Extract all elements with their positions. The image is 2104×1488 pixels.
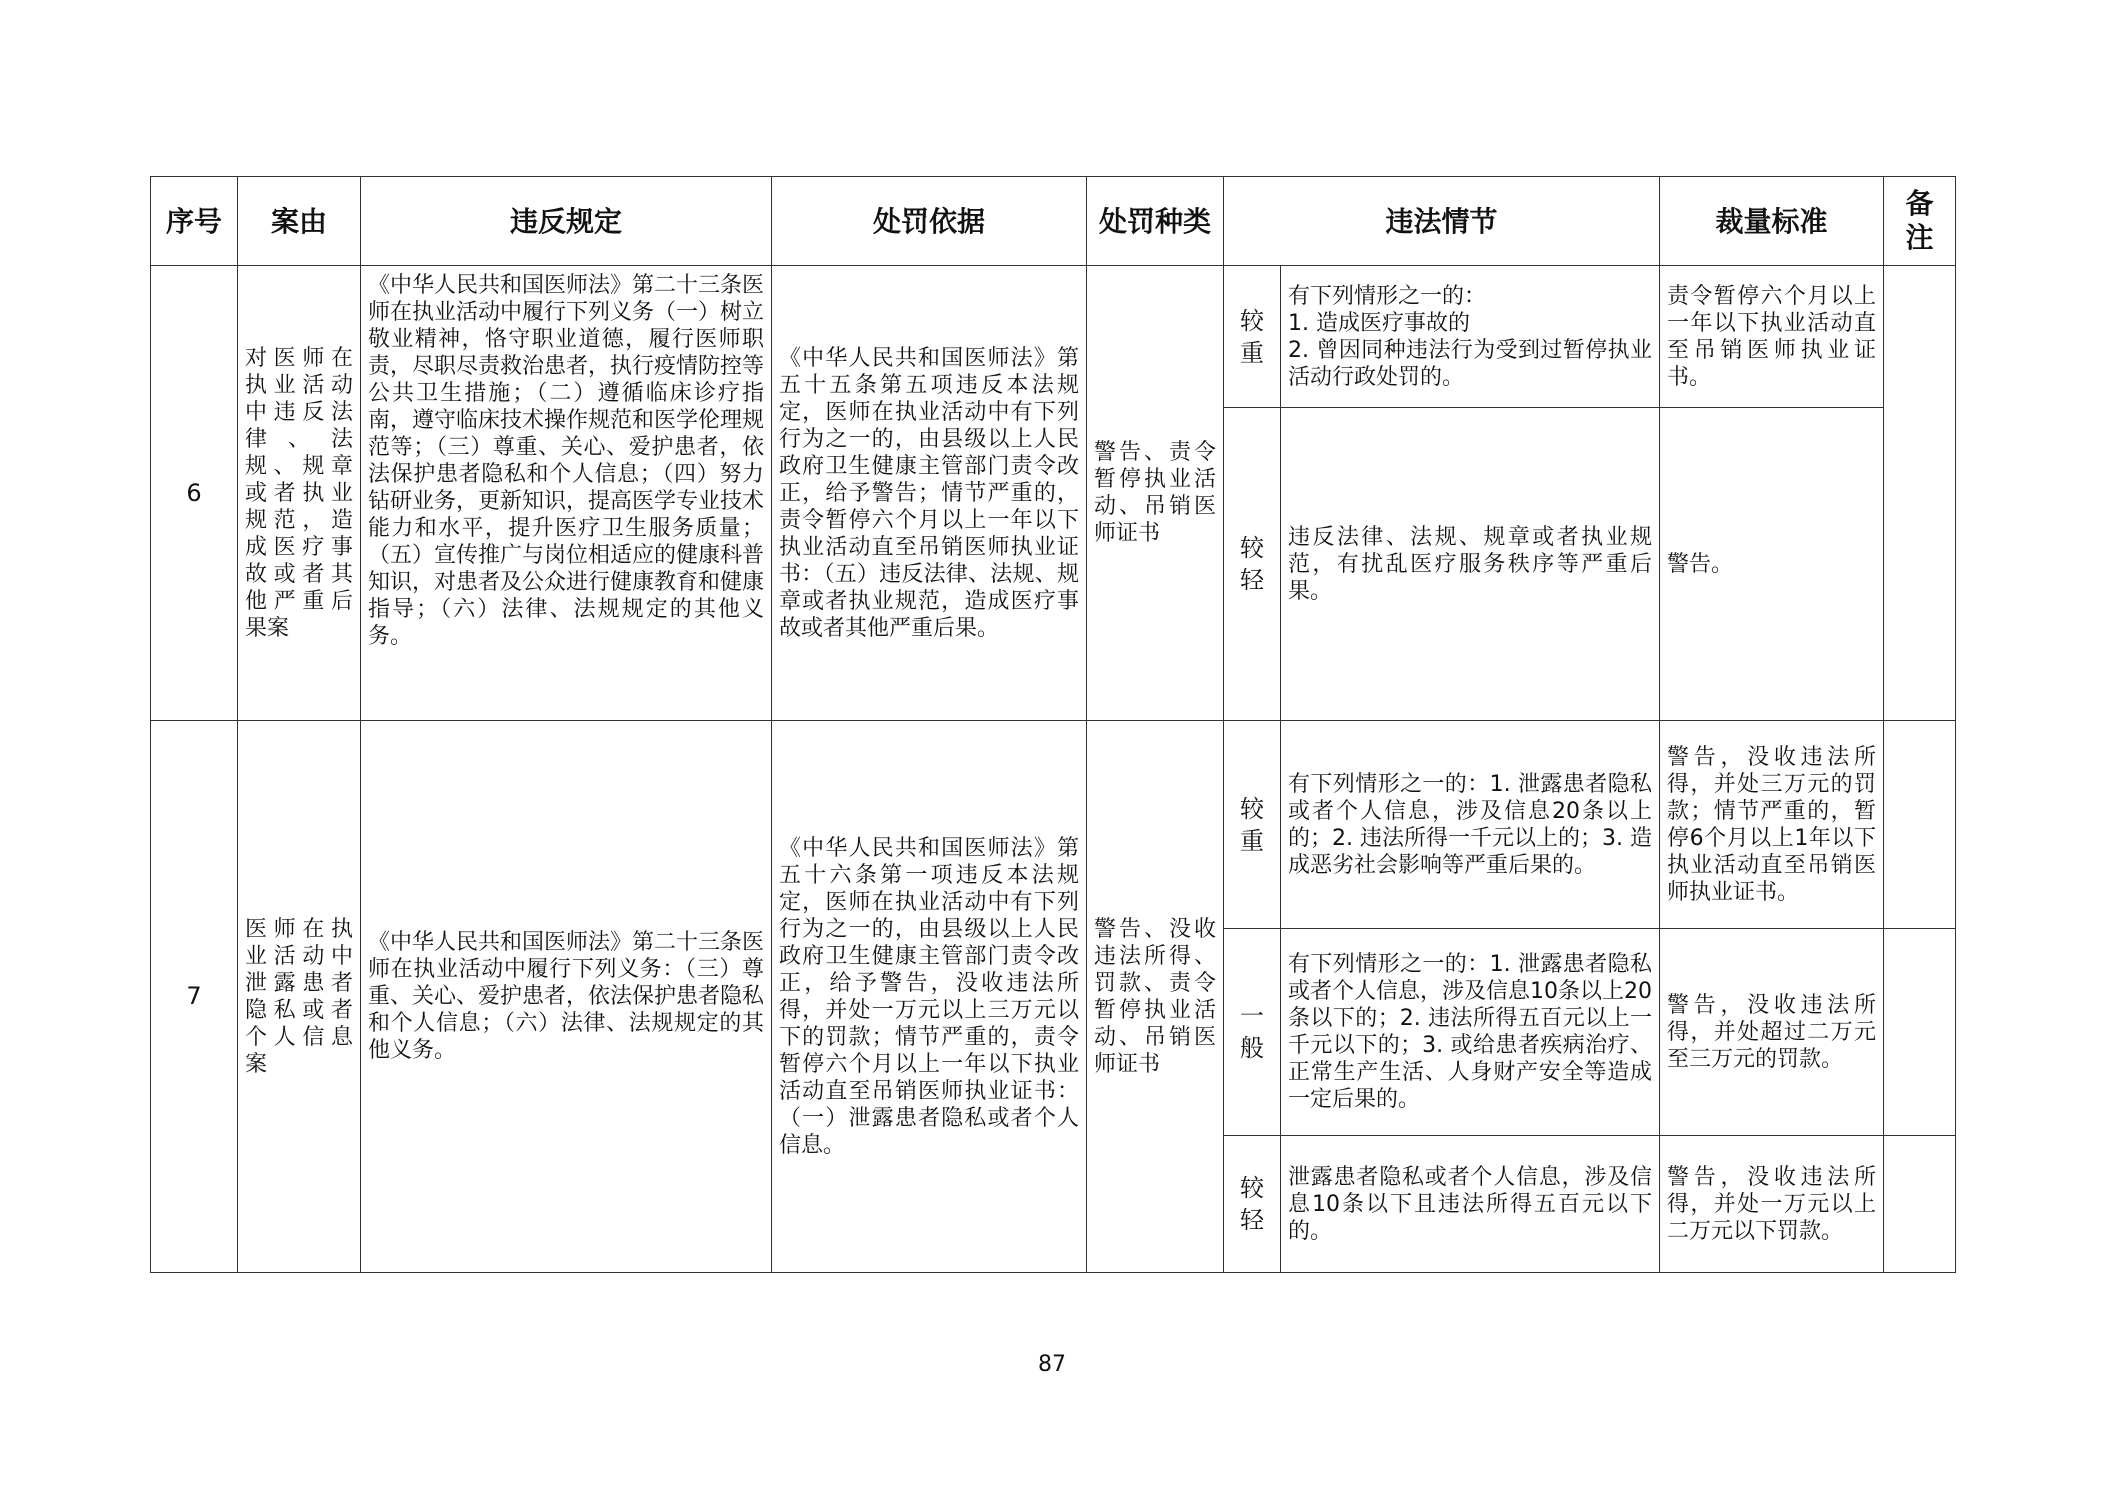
header-row — [151, 177, 1956, 266]
penalty-discretion-table — [150, 176, 1956, 1273]
row-case: 医师在执业活动中泄露患者隐私或者个人信息案 — [238, 721, 361, 1273]
level-standard: 责令暂停六个月以上一年以下执业活动直至吊销医师执业证书。 — [1660, 266, 1884, 408]
row-type: 警告、责令暂停执业活动、吊销医师证书 — [1087, 266, 1224, 721]
level-label: 一 般 — [1224, 929, 1281, 1136]
header-circumstance: 违法情节 — [1224, 177, 1660, 266]
level-standard: 警告，没收违法所得，并处三万元的罚款；情节严重的，暂停6个月以上1年以下执业活动直至吊销医师执业证书。 — [1660, 721, 1884, 929]
level-standard: 警告，没收违法所得，并处超过二万元至三万元的罚款。 — [1660, 929, 1884, 1136]
level-standard: 警告，没收违法所得，并处一万元以上二万元以下罚款。 — [1660, 1136, 1884, 1273]
level-circumstance: 违反法律、法规、规章或者执业规范，有扰乱医疗服务秩序等严重后果。 — [1281, 408, 1660, 721]
row-case: 对医师在执业活动中违反法律、法规、规章或者执业规范，造成医疗事故或者其他严重后果案 — [238, 266, 361, 721]
header-remark: 备 注 — [1884, 177, 1956, 266]
row-remark — [1884, 721, 1956, 929]
row-basis: 《中华人民共和国医师法》第五十五条第五项违反本法规定，医师在执业活动中有下列行为之一的，由县级以上人民政府卫生健康主管部门责令改正，给予警告；情节严重的，责令暂停六个月以上一年以下执业活动直至吊销医师执业证书：（五）违反法律、法规、规章或者执业规范，造成医疗事故或者其他严重后果。 — [772, 266, 1087, 721]
page-number: 87 — [1038, 1352, 1066, 1377]
level-label: 较 重 — [1224, 721, 1281, 929]
header-standard: 裁量标准 — [1660, 177, 1884, 266]
row-remark — [1884, 929, 1956, 1136]
row-seq: 6 — [151, 266, 238, 721]
row-violation: 《中华人民共和国医师法》第二十三条医师在执业活动中履行下列义务：（三）尊重、关心、爱护患者，依法保护患者隐私和个人信息；（六）法律、法规规定的其他义务。 — [361, 721, 772, 1273]
level-circumstance: 有下列情形之一的： 1. 造成医疗事故的 2. 曾因同种违法行为受到过暂停执业活动行政处罚的。 — [1281, 266, 1660, 408]
level-label: 较 重 — [1224, 266, 1281, 408]
header-seq: 序号 — [151, 177, 238, 266]
level-circumstance: 有下列情形之一的：1. 泄露患者隐私或者个人信息，涉及信息10条以上20条以下的；2. 违法所得五百元以上一千元以下的；3. 或给患者疾病治疗、正常生产生活、人身财产安全等造成一定后果的。 — [1281, 929, 1660, 1136]
level-circumstance: 有下列情形之一的：1. 泄露患者隐私或者个人信息，涉及信息20条以上的；2. 违法所得一千元以上的；3. 造成恶劣社会影响等严重后果的。 — [1281, 721, 1660, 929]
level-circumstance: 泄露患者隐私或者个人信息，涉及信息10条以下且违法所得五百元以下的。 — [1281, 1136, 1660, 1273]
row-type: 警告、没收违法所得、罚款、责令暂停执业活动、吊销医师证书 — [1087, 721, 1224, 1273]
row-violation: 《中华人民共和国医师法》第二十三条医师在执业活动中履行下列义务（一）树立敬业精神，恪守职业道德，履行医师职责，尽职尽责救治患者，执行疫情防控等公共卫生措施；（二）遵循临床诊疗指南，遵守临床技术操作规范和医学伦理规范等；（三）尊重、关心、爱护患者，依法保护患者隐私和个人信息；（四）努力钻研业务，更新知识，提高医学专业技术能力和水平，提升医疗卫生服务质量；（五）宣传推广与岗位相适应的健康科普知识，对患者及公众进行健康教育和健康指导；（六）法律、法规规定的其他义务。 — [361, 266, 772, 721]
table-row — [151, 266, 1956, 408]
header-type: 处罚种类 — [1087, 177, 1224, 266]
level-label: 较 轻 — [1224, 1136, 1281, 1273]
row-remark — [1884, 1136, 1956, 1273]
row-remark — [1884, 266, 1956, 721]
level-standard: 警告。 — [1660, 408, 1884, 721]
header-basis: 处罚依据 — [772, 177, 1087, 266]
table-row — [151, 721, 1956, 929]
level-label: 较 轻 — [1224, 408, 1281, 721]
header-violation: 违反规定 — [361, 177, 772, 266]
row-basis: 《中华人民共和国医师法》第五十六条第一项违反本法规定，医师在执业活动中有下列行为之一的，由县级以上人民政府卫生健康主管部门责令改正，给予警告，没收违法所得，并处一万元以上三万元以下的罚款；情节严重的，责令暂停六个月以上一年以下执业活动直至吊销医师执业证书：（一）泄露患者隐私或者个人信息。 — [772, 721, 1087, 1273]
row-seq: 7 — [151, 721, 238, 1273]
header-case: 案由 — [238, 177, 361, 266]
